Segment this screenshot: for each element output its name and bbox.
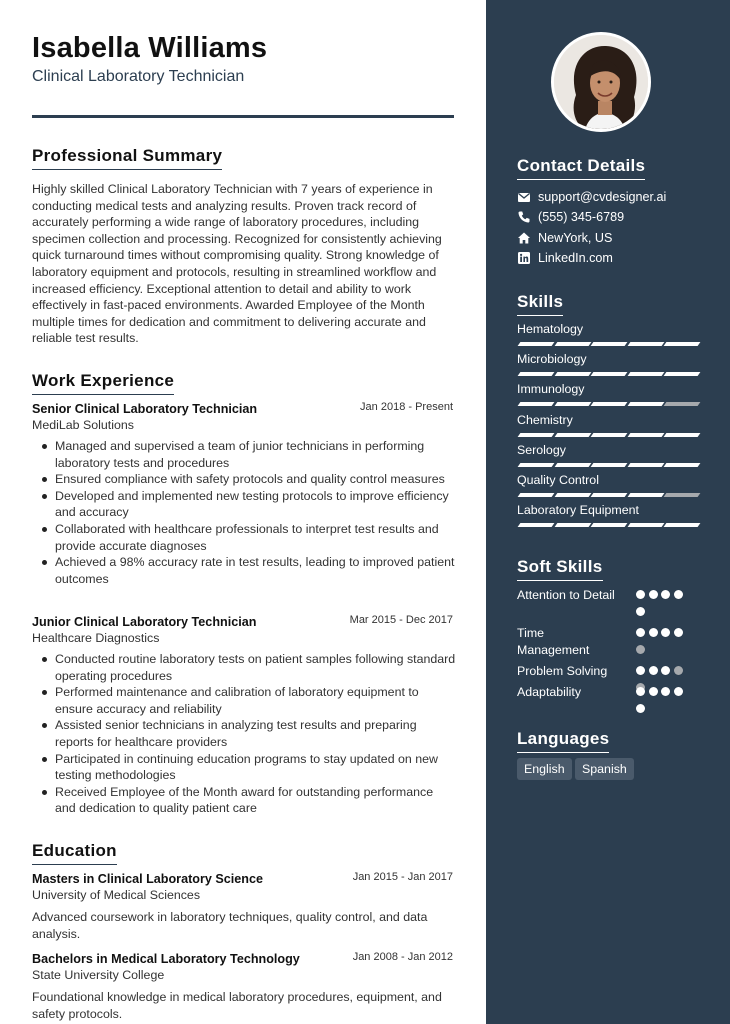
job-bullets — [32, 438, 456, 587]
skill-level-segment — [518, 493, 555, 497]
section-heading-soft-skills: Soft Skills — [517, 557, 603, 581]
skill-level-segment — [591, 463, 628, 467]
skill-level-segment — [627, 433, 664, 437]
skill-level-segment — [664, 433, 701, 437]
rating-dot — [661, 628, 670, 637]
skill-label: Serology — [517, 442, 566, 457]
list-item: Assisted senior technicians in analyzing test results and preparing reports for healthcare providers — [32, 717, 456, 750]
soft-skill-label: Problem Solving — [517, 664, 608, 678]
job-bullets — [32, 651, 456, 817]
phone-icon — [517, 210, 531, 224]
skill-level-segment — [664, 463, 701, 467]
avatar — [554, 35, 651, 132]
skill-level-segment — [591, 523, 628, 527]
skill-label: Quality Control — [517, 473, 599, 487]
job-title: Senior Clinical Laboratory Technician — [32, 402, 258, 416]
skill-level-bar — [519, 493, 697, 497]
rating-dot — [649, 590, 658, 599]
summary-text: Highly skilled Clinical Laboratory Technician with 7 years of experience in conducting medical tests and analyzing results. Proven track record of accurately performing a wide range of laboratory procedures, including specimen collection and processing. Recognized for consistently achieving quick turnaround times without compromising quality. Strong knowledge of laboratory equipment and protocols, resulting in streamlined workflow and increased efficiency. Exceptional attention to detail and ability to work effectively in fast-paced environments. Awarded Employee of the Month multiple times for dedication and commitment to delivering accurate and reliable test results. — [32, 182, 442, 346]
job-title-heading: Clinical Laboratory Technician — [32, 68, 245, 85]
skill-label: Microbiology — [517, 352, 587, 367]
skill-level-segment — [700, 402, 703, 406]
list-item: Conducted routine laboratory tests on patient samples following standard operating procedures — [32, 651, 456, 684]
skill-level-segment — [554, 493, 591, 497]
contact-location — [517, 231, 612, 245]
language-badge: Spanish — [575, 758, 634, 780]
section-heading-summary: Professional Summary — [32, 146, 222, 170]
rating-dot — [636, 628, 645, 637]
skill-label: Chemistry — [517, 412, 573, 427]
job-company: MediLab Solutions — [32, 418, 134, 432]
section-heading-languages: Languages — [517, 729, 609, 753]
section-heading-education: Education — [32, 841, 117, 865]
skill-level-segment — [627, 523, 664, 527]
soft-skill-label: Adaptability — [517, 685, 582, 699]
list-item: Performed maintenance and calibration of laboratory equipment to ensure accuracy and reliability — [32, 684, 456, 717]
skill-level-segment — [627, 402, 664, 406]
rating-dot — [636, 666, 645, 675]
skill-level-segment — [554, 372, 591, 376]
skill-level-segment — [627, 342, 664, 346]
skill-level-bar — [519, 463, 697, 467]
profile-photo — [551, 32, 651, 132]
rating-dot — [649, 666, 658, 675]
skill-level-segment — [700, 463, 703, 467]
contact-location-text: NewYork, US — [538, 231, 613, 245]
skill-level-segment — [518, 402, 555, 406]
candidate-name: Isabella Williams — [32, 32, 268, 64]
sidebar — [486, 0, 730, 1024]
skill-level-segment — [700, 433, 703, 437]
skill-level-bar — [519, 372, 697, 376]
education-description: Foundational knowledge in medical laboratory procedures, equipment, and safety protocols. — [32, 990, 442, 1021]
skill-level-segment — [518, 433, 555, 437]
skill-level-segment — [591, 372, 628, 376]
rating-dot — [661, 687, 670, 696]
rating-dot — [674, 590, 683, 599]
degree-title: Bachelors in Medical Laboratory Technology — [32, 952, 300, 966]
rating-dot — [636, 687, 645, 696]
skill-level-segment — [591, 402, 628, 406]
contact-phone[interactable] — [517, 210, 624, 224]
language-badge: English — [517, 758, 572, 780]
degree-title: Masters in Clinical Laboratory Science — [32, 872, 263, 886]
skill-label: Immunology — [517, 382, 585, 397]
soft-skill-rating — [636, 590, 696, 624]
skill-level-bar — [519, 523, 697, 527]
soft-skill-label: Time Management — [517, 626, 590, 657]
soft-skill-label: Attention to Detail — [517, 588, 615, 602]
skill-level-segment — [664, 372, 701, 376]
rating-dot — [674, 687, 683, 696]
skill-level-segment — [627, 493, 664, 497]
list-item: Achieved a 98% accuracy rate in test results, leading to improved patient outcomes — [32, 554, 456, 587]
rating-dot — [674, 666, 683, 675]
skill-level-segment — [518, 523, 555, 527]
job-company: Healthcare Diagnostics — [32, 631, 160, 645]
rating-dot — [674, 628, 683, 637]
skill-level-segment — [664, 523, 701, 527]
section-heading-experience: Work Experience — [32, 371, 174, 395]
contact-linkedin-text: LinkedIn.com — [538, 251, 613, 265]
soft-skill-rating — [636, 628, 696, 662]
skill-level-segment — [700, 372, 703, 376]
education-dates: Jan 2008 - Jan 2012 — [352, 951, 453, 963]
skill-level-bar — [519, 342, 697, 346]
rating-dot — [649, 687, 658, 696]
job-dates: Jan 2018 - Present — [360, 401, 453, 413]
skill-level-segment — [700, 493, 703, 497]
skill-level-segment — [700, 342, 703, 346]
rating-dot — [636, 704, 645, 713]
contact-email-text: support@cvdesigner.ai — [538, 190, 667, 204]
home-icon — [517, 231, 531, 245]
skill-level-segment — [664, 402, 701, 406]
rating-dot — [636, 607, 645, 616]
contact-email[interactable] — [517, 190, 666, 204]
rating-dot — [649, 628, 658, 637]
list-item: Participated in continuing education programs to stay updated on new testing methodologies — [32, 751, 456, 784]
skill-level-segment — [554, 342, 591, 346]
education-dates: Jan 2015 - Jan 2017 — [352, 871, 453, 883]
list-item: Received Employee of the Month award for outstanding performance and dedication to quality patient care — [32, 784, 456, 817]
rating-dot — [636, 645, 645, 654]
skill-level-segment — [591, 493, 628, 497]
job-title: Junior Clinical Laboratory Technician — [32, 615, 257, 629]
rating-dot — [661, 590, 670, 599]
linkedin-icon — [517, 251, 531, 265]
school-name: University of Medical Sciences — [32, 888, 201, 902]
section-heading-skills: Skills — [517, 292, 563, 316]
skill-level-segment — [554, 523, 591, 527]
envelope-icon — [517, 190, 531, 204]
skill-level-segment — [627, 372, 664, 376]
soft-skill-rating — [636, 687, 696, 721]
skill-label: Laboratory Equipment — [517, 503, 639, 518]
skill-level-segment — [554, 463, 591, 467]
header-divider — [32, 115, 454, 118]
contact-phone-text: (555) 345-6789 — [538, 210, 625, 224]
skill-level-bar — [519, 433, 697, 437]
skill-level-segment — [627, 463, 664, 467]
contact-linkedin[interactable] — [517, 251, 613, 265]
skill-level-segment — [518, 463, 555, 467]
skill-level-segment — [554, 433, 591, 437]
section-heading-contact: Contact Details — [517, 156, 645, 180]
skill-level-segment — [591, 342, 628, 346]
list-item: Managed and supervised a team of junior technicians in performing laboratory tests and procedures — [32, 438, 456, 471]
skill-level-segment — [664, 342, 701, 346]
skill-level-segment — [664, 493, 701, 497]
skill-label: Hematology — [517, 322, 584, 336]
skill-level-segment — [518, 342, 555, 346]
school-name: State University College — [32, 968, 165, 982]
list-item: Collaborated with healthcare professionals to interpret test results and provide accurate diagnoses — [32, 521, 456, 554]
skill-level-segment — [518, 372, 555, 376]
rating-dot — [636, 590, 645, 599]
list-item: Ensured compliance with safety protocols and quality control measures — [32, 471, 456, 488]
skill-level-segment — [554, 402, 591, 406]
skill-level-segment — [591, 433, 628, 437]
list-item: Developed and implemented new testing protocols to improve efficiency and accuracy — [32, 488, 456, 521]
education-description: Advanced coursework in laboratory techniques, quality control, and data analysis. — [32, 910, 428, 941]
job-dates: Mar 2015 - Dec 2017 — [349, 614, 453, 626]
skill-level-segment — [700, 523, 703, 527]
rating-dot — [661, 666, 670, 675]
skill-level-bar — [519, 402, 697, 406]
